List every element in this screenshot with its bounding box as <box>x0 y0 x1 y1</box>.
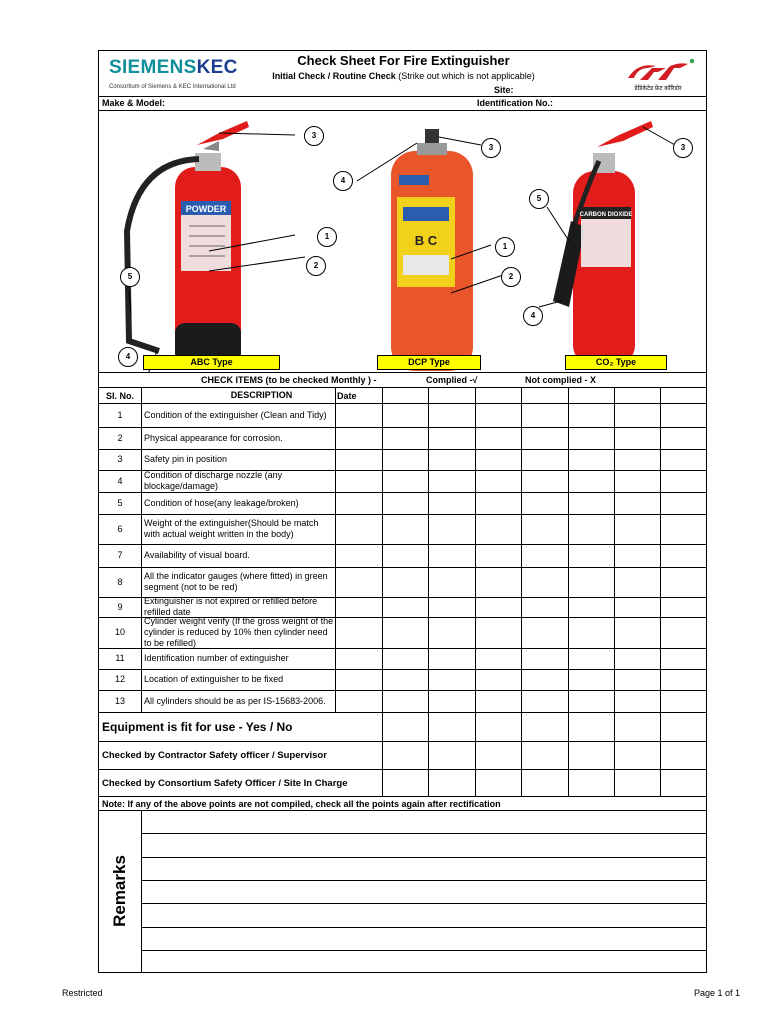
grid-column-line <box>335 387 336 712</box>
divider <box>99 372 706 373</box>
make-model-label: Make & Model: <box>102 98 166 108</box>
remarks-line <box>141 950 706 951</box>
row-description: Weight of the extinguisher(Should be match with actual weight written in the body) <box>144 518 319 539</box>
row-number: 1 <box>117 410 123 420</box>
table-row <box>99 597 335 617</box>
row-description: Physical appearance for corrosion. <box>144 432 283 443</box>
subtitle-rest: (Strike out which is not applicable) <box>398 71 535 81</box>
subtitle <box>99 71 708 81</box>
col-date: Date <box>337 391 357 401</box>
callout-5: 5 <box>529 189 549 209</box>
grid-row-line <box>99 449 706 450</box>
logo-kec-text: KEC <box>196 57 238 78</box>
remarks-label-box <box>99 811 141 971</box>
table-row <box>99 470 335 492</box>
remarks-line <box>141 927 706 928</box>
row-description: Availability of visual board. <box>144 550 250 560</box>
row-description: Cylinder weight verify (If the gross weight of the cylinder is reduced by 10% then cylinder need to be refilled) <box>144 617 334 648</box>
abc-body-text: POWDER <box>185 204 227 214</box>
row-number: 12 <box>114 674 125 684</box>
footer-restricted: Restricted <box>62 988 103 998</box>
row-number: 7 <box>117 550 123 560</box>
dcp-body-text: B C <box>414 233 438 248</box>
row-description: Location of extinguisher to be fixed <box>144 674 284 684</box>
abc-extinguisher-icon <box>127 121 249 367</box>
footer-page-number: Page 1 of 1 <box>694 988 741 998</box>
remarks-line <box>141 833 706 834</box>
row-description: Extinguisher is not expired or refilled before refilled date <box>144 597 318 617</box>
callout-3: 3 <box>481 138 501 158</box>
row-number: 11 <box>115 653 125 663</box>
co2-extinguisher-icon <box>553 121 653 367</box>
logo-siemens-text: SIEMENS <box>109 57 197 78</box>
row-description: Condition of the extinguisher (Clean and Tidy) <box>144 409 327 420</box>
table-row <box>99 427 335 449</box>
grid-row-line <box>99 470 706 471</box>
remarks-line <box>141 857 706 858</box>
grid-row-line <box>99 403 706 404</box>
table-row <box>99 567 335 597</box>
callout-2: 2 <box>501 267 521 287</box>
callout-2: 2 <box>306 256 326 276</box>
logo-subtext: Consortium of Siemens & KEC International Ltd <box>109 84 236 90</box>
row-number: 2 <box>117 433 123 443</box>
callout-1: 1 <box>495 237 515 257</box>
grid-row-line <box>99 567 706 568</box>
grid-column-line <box>141 387 142 712</box>
divider <box>99 96 706 97</box>
dfc-text: डेडिकेटेड फ्रेट कॉरिडोर <box>634 86 682 92</box>
table-row <box>99 544 335 567</box>
extinguisher-illustrations <box>99 111 706 373</box>
grid-row-line <box>99 597 706 598</box>
grid-row-line <box>99 769 706 770</box>
col-description: DESCRIPTION <box>230 390 293 400</box>
grid-row-line <box>99 514 706 515</box>
row-number: 8 <box>117 577 123 587</box>
table-row <box>99 690 335 712</box>
grid-row-line <box>99 690 706 691</box>
row-description: All the indicator gauges (where fitted) in green segment (not to be red) <box>144 571 328 592</box>
row-description: Safety pin in position <box>144 454 228 464</box>
site-label: Site: <box>494 85 514 95</box>
row-description: Condition of discharge nozzle (any blockage/damage) <box>144 470 283 491</box>
subtitle-bold: Initial Check / Routine Check <box>272 71 396 81</box>
grid-row-line <box>99 544 706 545</box>
row-number: 4 <box>117 476 123 486</box>
dcp-extinguisher-icon <box>391 129 473 371</box>
row-number: 3 <box>117 454 123 464</box>
row-description: Condition of hose(any leakage/broken) <box>144 497 299 508</box>
dcp-type-label: DCP Type <box>377 355 481 370</box>
remarks-line <box>141 903 706 904</box>
table-row <box>99 492 335 514</box>
table-row <box>99 669 335 690</box>
grid-row-line <box>99 712 706 713</box>
callout-4: 4 <box>523 306 543 326</box>
table-row <box>99 514 335 544</box>
remarks-label: Remarks <box>110 855 129 927</box>
not-complied-legend: Not complied - X <box>525 375 597 385</box>
callout-4: 4 <box>118 347 138 367</box>
row-number: 6 <box>117 524 123 534</box>
identification-label: Identification No.: <box>477 98 553 108</box>
abc-type-label: ABC Type <box>143 355 280 370</box>
grid-row-line <box>99 617 706 618</box>
table-row <box>99 617 335 648</box>
grid-row-line <box>99 669 706 670</box>
col-slno: Sl. No. <box>105 391 134 401</box>
co2-body-text: CARBON DIOXIDE <box>579 212 633 218</box>
row-number: 10 <box>114 627 125 637</box>
remarks-line <box>141 880 706 881</box>
check-items-heading: CHECK ITEMS (to be checked Monthly ) - <box>201 375 377 385</box>
grid-row-line <box>99 427 706 428</box>
page-title: Check Sheet For Fire Extinguisher <box>297 53 510 68</box>
co2-type-label: CO₂ Type <box>565 355 667 370</box>
checked-consortium: Checked by Consortium Safety Officer / Site In Charge <box>102 778 348 789</box>
table-row <box>99 403 335 427</box>
divider <box>99 810 706 811</box>
complied-legend: Complied -√ <box>426 375 478 385</box>
callout-5: 5 <box>120 267 140 287</box>
row-number: 5 <box>117 498 123 508</box>
callout-3: 3 <box>304 126 324 146</box>
table-row <box>99 449 335 470</box>
callout-1: 1 <box>317 227 337 247</box>
check-sheet <box>98 50 707 973</box>
callout-3: 3 <box>673 138 693 158</box>
row-description: Identification number of extinguisher <box>144 653 289 663</box>
note: Note: If any of the above points are not compiled, check all the points again after rectification <box>102 799 501 809</box>
grid-row-line <box>99 492 706 493</box>
callout-4: 4 <box>333 171 353 191</box>
row-number: 13 <box>114 696 125 706</box>
dfc-logo <box>618 56 698 94</box>
checked-contractor: Checked by Contractor Safety officer / Supervisor <box>102 750 327 761</box>
remarks-divider <box>141 810 142 972</box>
divider <box>99 796 706 797</box>
table-row <box>99 648 335 669</box>
grid-row-line <box>99 741 706 742</box>
row-number: 9 <box>117 602 123 612</box>
row-description: All cylinders should be as per IS-15683-2006. <box>144 695 326 706</box>
grid-row-line <box>99 648 706 649</box>
fit-for-use: Equipment is fit for use - Yes / No <box>102 720 293 734</box>
